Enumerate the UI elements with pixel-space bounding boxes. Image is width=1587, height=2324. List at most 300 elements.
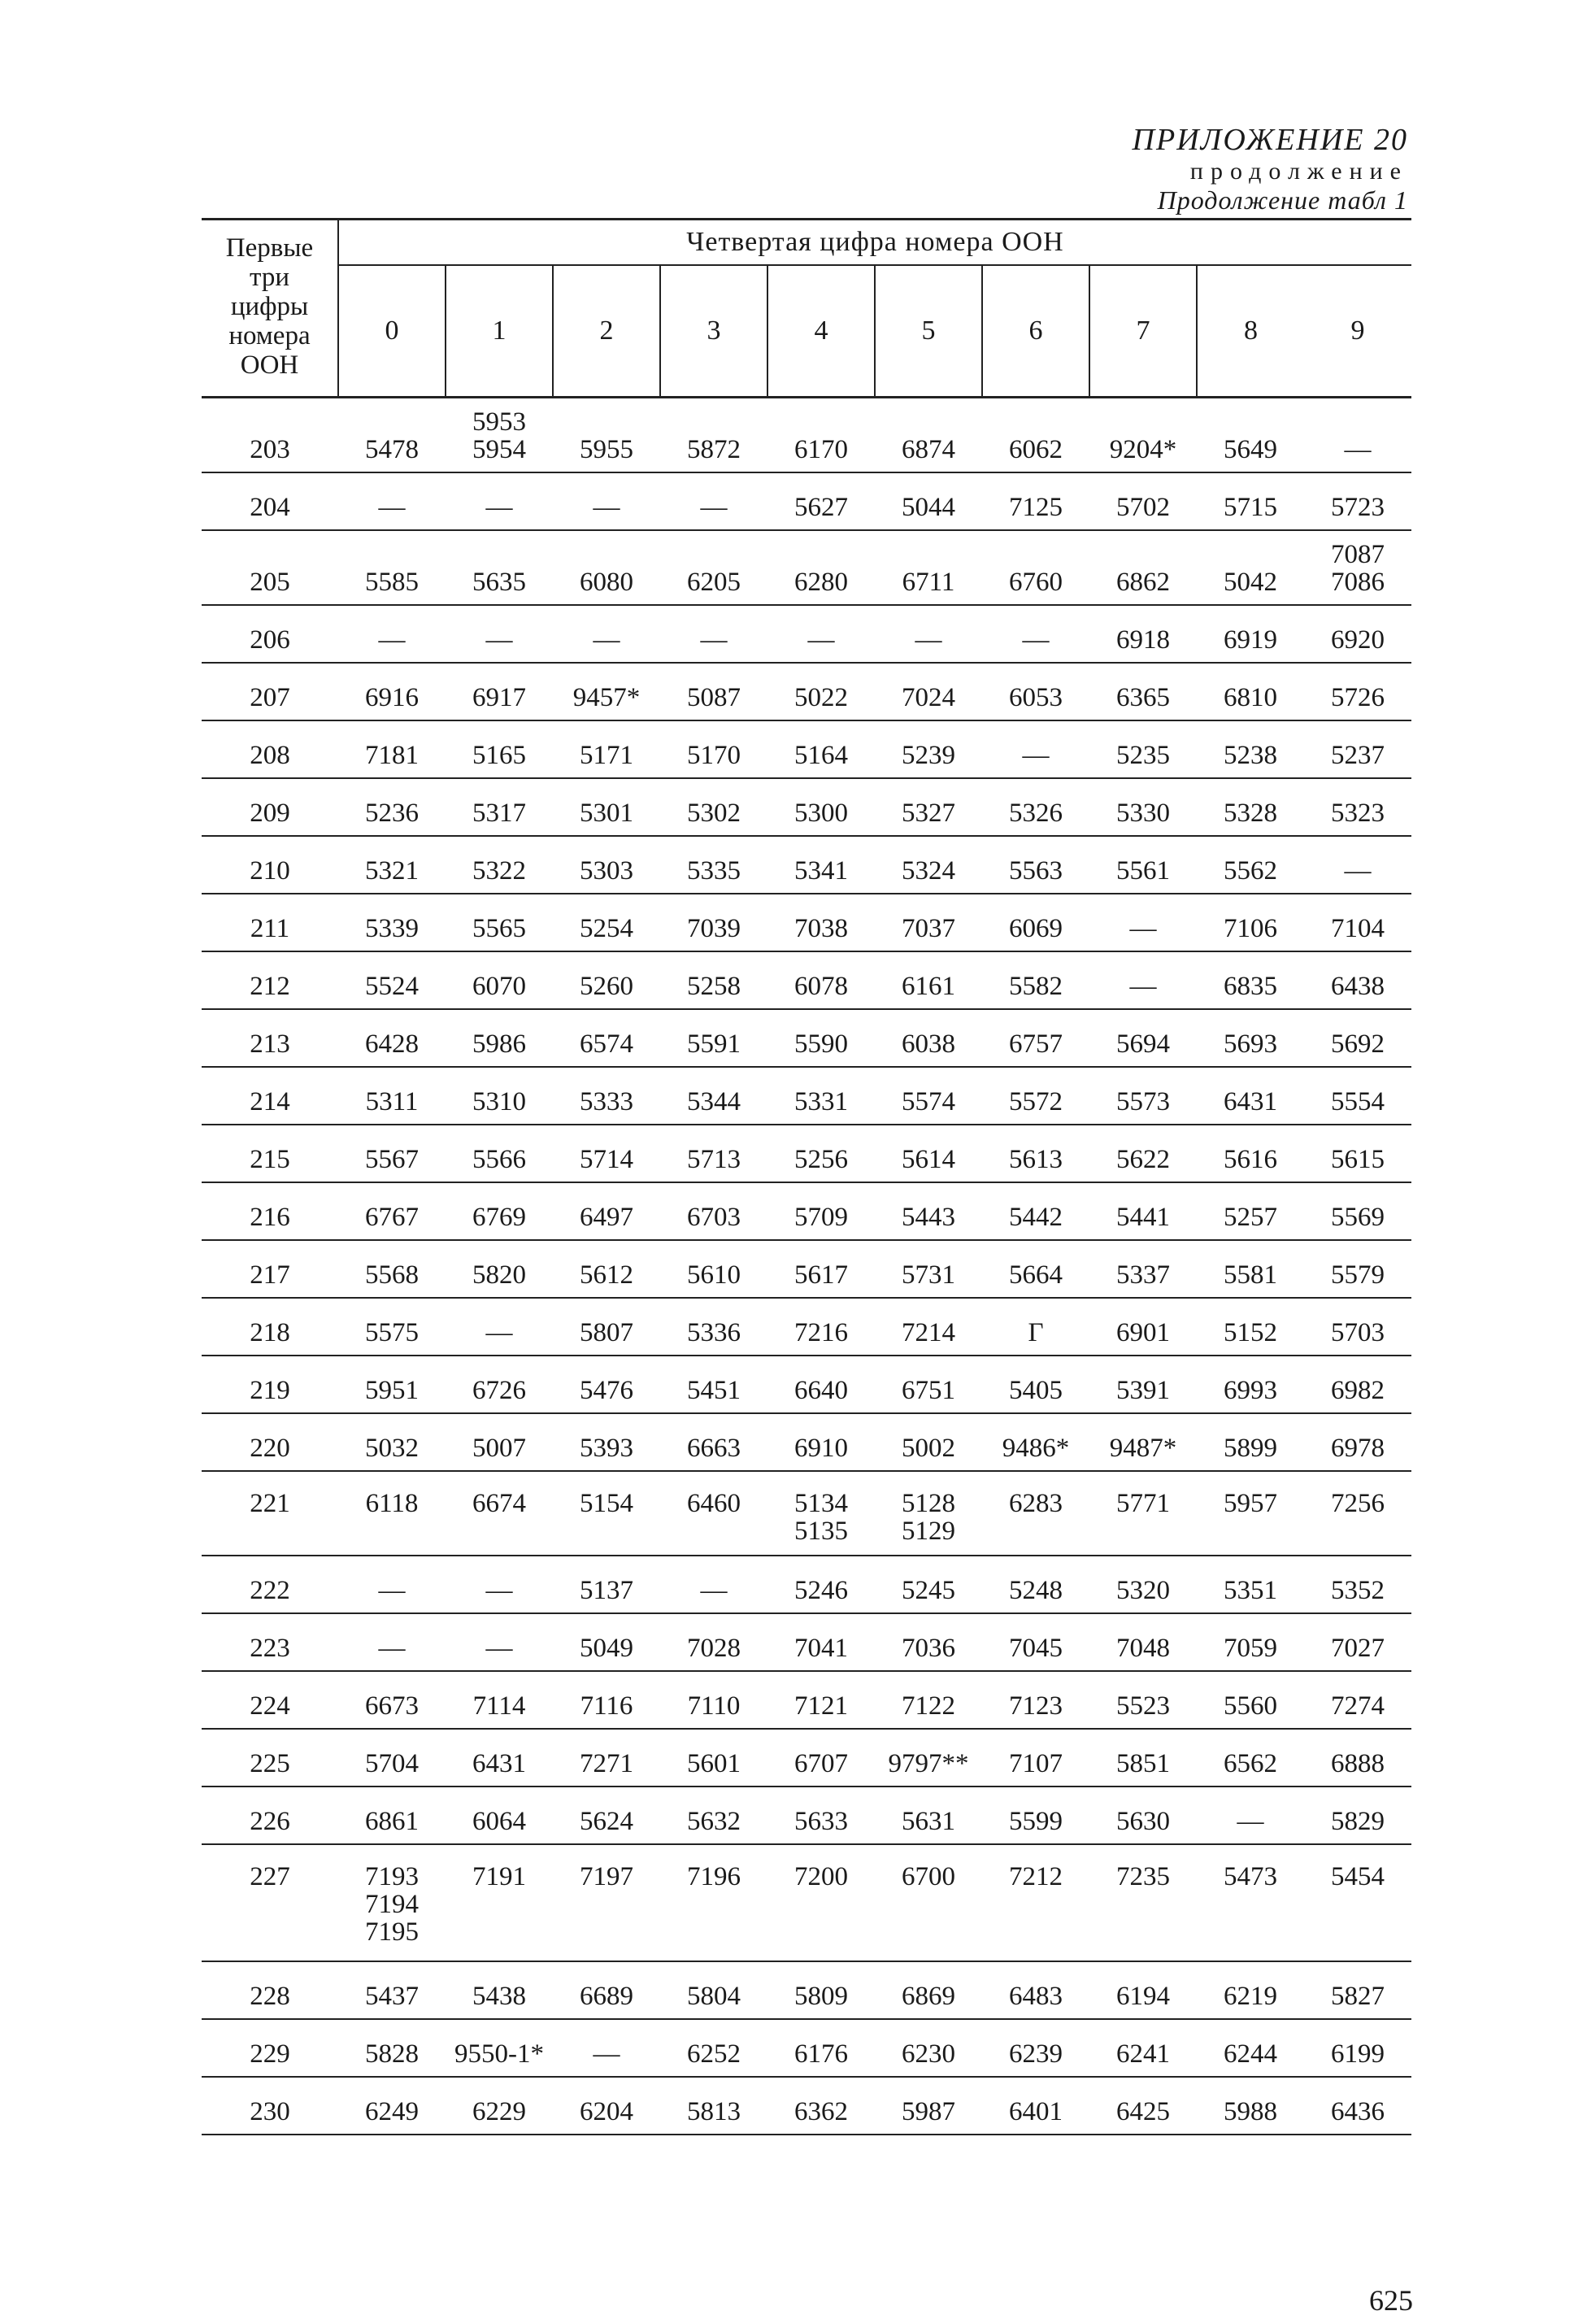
cell-value: 6219	[1224, 1981, 1277, 2011]
table-cell	[1197, 1787, 1304, 1844]
cell-value: 5610	[687, 1260, 741, 1290]
cell-value: —	[1129, 913, 1157, 943]
cell-value: 5575	[365, 1317, 419, 1347]
table-cell	[553, 1787, 660, 1844]
table-cell	[982, 530, 1089, 605]
table-cell	[767, 398, 875, 472]
cell-value: 6769	[472, 1202, 526, 1232]
cell-value: 6280	[794, 567, 848, 597]
cell-value: 5337	[1116, 1260, 1170, 1290]
table-cell	[982, 663, 1089, 720]
table-cell	[1197, 1125, 1304, 1182]
cell-value: 5022	[794, 682, 848, 712]
cell-value: 7212	[1009, 1861, 1063, 1891]
table-cell	[446, 472, 553, 530]
cell-value: 6497	[580, 1202, 633, 1232]
table-row	[202, 1844, 1411, 1961]
table-cell	[553, 1009, 660, 1067]
table-cell	[982, 2077, 1089, 2135]
cell-value: 7039	[687, 913, 741, 943]
table-cell	[446, 720, 553, 778]
table-cell	[1304, 894, 1411, 951]
cell-value: 5731	[902, 1260, 955, 1290]
table-cell	[875, 605, 982, 663]
cell-value: 6910	[794, 1433, 848, 1463]
table-cell	[767, 1471, 875, 1556]
table-cell	[1197, 530, 1304, 605]
table-cell	[338, 1182, 446, 1240]
table-cell	[1304, 1787, 1411, 1844]
table-cell	[338, 398, 446, 472]
table-cell	[338, 1729, 446, 1787]
cell-value: 6920	[1331, 625, 1385, 655]
cell-value: 5988	[1224, 2096, 1277, 2126]
cell-value: 7214	[902, 1317, 955, 1347]
cell-value: 7195	[365, 1917, 419, 1947]
table-cell	[553, 1413, 660, 1471]
cell-value: 6161	[902, 971, 955, 1001]
table-cell	[1197, 1356, 1304, 1413]
cell-value: 5627	[794, 492, 848, 522]
cell-value: —	[700, 625, 728, 655]
cell-value: 5563	[1009, 855, 1063, 886]
table-cell	[660, 894, 767, 951]
digit-header-1: 1	[446, 265, 553, 398]
table-cell	[982, 1067, 1089, 1125]
cell-value: 5135	[794, 1516, 848, 1546]
table-cell	[338, 1556, 446, 1613]
cell-value: 7194	[365, 1889, 419, 1919]
cell-value: 6726	[472, 1375, 526, 1405]
table-cell	[660, 1009, 767, 1067]
table-cell	[1197, 1613, 1304, 1671]
table-cell	[553, 663, 660, 720]
cell-value: 5258	[687, 971, 741, 1001]
table-cell	[1197, 894, 1304, 951]
cell-value: 7216	[794, 1317, 848, 1347]
table-cell	[660, 1729, 767, 1787]
row-key: 208	[202, 720, 338, 778]
table-cell	[1089, 1067, 1197, 1125]
row-key: 226	[202, 1787, 338, 1844]
table-cell	[982, 836, 1089, 894]
table-cell	[875, 836, 982, 894]
digit-header-8: 8	[1197, 265, 1304, 398]
cell-value: 6249	[365, 2096, 419, 2126]
row-key: 205	[202, 530, 338, 605]
table-cell	[1089, 1413, 1197, 1471]
cell-value: 5955	[580, 434, 633, 464]
row-key: 224	[202, 1671, 338, 1729]
table-row	[202, 530, 1411, 605]
table-row	[202, 1671, 1411, 1729]
table-cell	[446, 1961, 553, 2019]
cell-value: 7114	[472, 1691, 526, 1721]
table-cell	[767, 1556, 875, 1613]
cell-value: 6689	[580, 1981, 633, 2011]
table-cell	[767, 605, 875, 663]
table-cell	[338, 778, 446, 836]
cell-value: 6574	[580, 1029, 633, 1059]
cell-value: 5599	[1009, 1806, 1063, 1836]
cell-value: 5524	[365, 971, 419, 1001]
cell-value: 6711	[902, 567, 955, 597]
cell-value: 6244	[1224, 2039, 1277, 2069]
table-cell	[660, 1671, 767, 1729]
table-cell	[660, 1182, 767, 1240]
table-cell	[553, 1613, 660, 1671]
cell-value: 6080	[580, 567, 633, 597]
cell-value: 5391	[1116, 1375, 1170, 1405]
table-cell	[660, 836, 767, 894]
cell-value: 5300	[794, 798, 848, 828]
table-cell	[1304, 2019, 1411, 2077]
cell-value: 5827	[1331, 1981, 1385, 2011]
cell-value: 7197	[580, 1861, 633, 1891]
table-cell	[553, 1067, 660, 1125]
cell-value: 5692	[1331, 1029, 1385, 1059]
cell-value: 5165	[472, 740, 526, 770]
table-row	[202, 605, 1411, 663]
cell-value: 5246	[794, 1575, 848, 1605]
row-key: 221	[202, 1471, 338, 1556]
table-cell	[553, 778, 660, 836]
cell-value: 7125	[1009, 492, 1063, 522]
cell-value: 5239	[902, 740, 955, 770]
table-cell	[767, 836, 875, 894]
table-cell	[446, 2019, 553, 2077]
table-cell	[446, 1356, 553, 1413]
table-cell	[660, 1067, 767, 1125]
row-key: 223	[202, 1613, 338, 1671]
table-cell	[553, 951, 660, 1009]
cell-value: 5568	[365, 1260, 419, 1290]
table-row	[202, 1413, 1411, 1471]
table-cell	[660, 2019, 767, 2077]
cell-value: 5613	[1009, 1144, 1063, 1174]
table-row	[202, 1356, 1411, 1413]
appendix-title: ПРИЛОЖЕНИЕ 20	[1132, 123, 1408, 157]
table-cell	[553, 398, 660, 472]
cell-value: 5154	[580, 1488, 633, 1518]
table-cell	[1197, 836, 1304, 894]
cell-value: 5134	[794, 1488, 848, 1518]
cell-value: 7104	[1331, 913, 1385, 943]
cell-value: 5567	[365, 1144, 419, 1174]
table-cell	[1089, 836, 1197, 894]
cell-value: —	[915, 625, 942, 655]
table-cell	[982, 1961, 1089, 2019]
table-cell	[1089, 1356, 1197, 1413]
cell-value: 5473	[1224, 1861, 1277, 1891]
table-cell	[660, 1240, 767, 1298]
cell-value: 5441	[1116, 1202, 1170, 1232]
cell-value: 5336	[687, 1317, 741, 1347]
table-cell	[1089, 1471, 1197, 1556]
cell-value: 7116	[580, 1691, 633, 1721]
table-cell	[1089, 398, 1197, 472]
cell-value: 5087	[687, 682, 741, 712]
cell-value: 5612	[580, 1260, 633, 1290]
row-key: 213	[202, 1009, 338, 1067]
table-cell	[982, 1356, 1089, 1413]
continued-label: продолжение	[1189, 158, 1408, 185]
cell-value: 5591	[687, 1029, 741, 1059]
table-cell	[982, 1182, 1089, 1240]
cell-value: 7121	[794, 1691, 848, 1721]
cell-value: —	[593, 492, 620, 522]
cell-value: 7059	[1224, 1633, 1277, 1663]
cell-value: —	[485, 1317, 513, 1347]
cell-value: 7106	[1224, 913, 1277, 943]
cell-value: 5899	[1224, 1433, 1277, 1463]
table-cell	[767, 530, 875, 605]
table-cell	[1304, 1240, 1411, 1298]
cell-value: 5702	[1116, 492, 1170, 522]
row-key: 207	[202, 663, 338, 720]
table-cell	[982, 1240, 1089, 1298]
table-cell	[446, 1556, 553, 1613]
table-cell	[446, 778, 553, 836]
cell-value: 5451	[687, 1375, 741, 1405]
cell-value: 6118	[365, 1488, 419, 1518]
table-cell	[446, 663, 553, 720]
cell-value: 9797**	[888, 1748, 969, 1778]
cell-value: 6861	[365, 1806, 419, 1836]
cell-value: 5820	[472, 1260, 526, 1290]
table-row	[202, 1471, 1411, 1556]
table-cell	[1304, 1729, 1411, 1787]
table-cell	[660, 1556, 767, 1613]
table-cell	[338, 1067, 446, 1125]
table-continued-label: Продолжение табл 1	[1157, 185, 1408, 215]
table-cell	[875, 894, 982, 951]
table-row	[202, 2077, 1411, 2135]
cell-value: 6069	[1009, 913, 1063, 943]
cell-value: 7256	[1331, 1488, 1385, 1518]
table-cell	[875, 1556, 982, 1613]
table-cell	[446, 1844, 553, 1961]
cell-value: 7122	[902, 1691, 955, 1721]
table-cell	[1089, 663, 1197, 720]
cell-value: 5649	[1224, 434, 1277, 464]
table-cell	[982, 1413, 1089, 1471]
cell-value: 5635	[472, 567, 526, 597]
cell-value: —	[485, 492, 513, 522]
table-cell	[1304, 1413, 1411, 1471]
cell-value: 5254	[580, 913, 633, 943]
table-cell	[982, 778, 1089, 836]
table-cell	[446, 1298, 553, 1356]
table-cell	[338, 951, 446, 1009]
table-cell	[1089, 1787, 1197, 1844]
table-cell	[338, 894, 446, 951]
cell-value: 5622	[1116, 1144, 1170, 1174]
row-key: 206	[202, 605, 338, 663]
table-cell	[1197, 1413, 1304, 1471]
table-cell	[875, 720, 982, 778]
cell-value: 5813	[687, 2096, 741, 2126]
table-cell	[875, 1009, 982, 1067]
table-cell	[660, 720, 767, 778]
table-cell	[767, 1356, 875, 1413]
cell-value: 6070	[472, 971, 526, 1001]
cell-value: 7274	[1331, 1691, 1385, 1721]
table-row	[202, 472, 1411, 530]
cell-value: 5630	[1116, 1806, 1170, 1836]
cell-value: 5344	[687, 1086, 741, 1116]
digit-header-0: 0	[338, 265, 446, 398]
table-cell	[1089, 1729, 1197, 1787]
table-cell	[1304, 472, 1411, 530]
table-cell	[553, 605, 660, 663]
table-cell	[446, 605, 553, 663]
cell-value: 5326	[1009, 798, 1063, 828]
table-cell	[1304, 663, 1411, 720]
table-cell	[767, 720, 875, 778]
cell-value: 5573	[1116, 1086, 1170, 1116]
table-cell	[1089, 951, 1197, 1009]
cell-value: 6460	[687, 1488, 741, 1518]
cell-value: 5351	[1224, 1575, 1277, 1605]
table-row	[202, 1125, 1411, 1182]
cell-value: 5443	[902, 1202, 955, 1232]
table-cell	[338, 1671, 446, 1729]
table-cell	[1304, 1067, 1411, 1125]
cell-value: 5566	[472, 1144, 526, 1174]
table-cell	[660, 605, 767, 663]
table-cell	[875, 778, 982, 836]
digit-header-2: 2	[553, 265, 660, 398]
table-cell	[875, 1182, 982, 1240]
table-cell	[767, 1787, 875, 1844]
cell-value: 5327	[902, 798, 955, 828]
cell-value: 6640	[794, 1375, 848, 1405]
table-cell	[553, 2077, 660, 2135]
cell-value: 6978	[1331, 1433, 1385, 1463]
table-cell	[338, 1298, 446, 1356]
table-cell	[1197, 1298, 1304, 1356]
cell-value: 5322	[472, 855, 526, 886]
cell-value: 6835	[1224, 971, 1277, 1001]
cell-value: 5664	[1009, 1260, 1063, 1290]
table-cell	[1197, 472, 1304, 530]
cell-value: 5245	[902, 1575, 955, 1605]
row-key: 204	[202, 472, 338, 530]
table-cell	[875, 2019, 982, 2077]
table-cell	[660, 1844, 767, 1961]
cell-value: 7027	[1331, 1633, 1385, 1663]
cell-value: 5713	[687, 1144, 741, 1174]
table-cell	[767, 894, 875, 951]
row-key: 210	[202, 836, 338, 894]
table-cell	[446, 951, 553, 1009]
table-cell	[1089, 1240, 1197, 1298]
table-cell	[446, 1125, 553, 1182]
table-cell	[338, 530, 446, 605]
table-cell	[875, 1787, 982, 1844]
cell-value: 7271	[580, 1748, 633, 1778]
table-cell	[446, 836, 553, 894]
cell-value: 5723	[1331, 492, 1385, 522]
cell-value: 7086	[1331, 567, 1385, 597]
table-cell	[982, 1844, 1089, 1961]
table-cell	[875, 398, 982, 472]
table-cell	[767, 1182, 875, 1240]
table-cell	[338, 720, 446, 778]
cell-value: 5561	[1116, 855, 1170, 886]
table-row	[202, 1729, 1411, 1787]
table-cell	[1304, 778, 1411, 836]
table-cell	[660, 951, 767, 1009]
cell-value: 5330	[1116, 798, 1170, 828]
table-cell	[660, 398, 767, 472]
table-cell	[553, 472, 660, 530]
cell-value: 5809	[794, 1981, 848, 2011]
cell-value: 7028	[687, 1633, 741, 1663]
cell-value: 5560	[1224, 1691, 1277, 1721]
table-cell	[1089, 1298, 1197, 1356]
cell-value: 6767	[365, 1202, 419, 1232]
table-cell	[660, 472, 767, 530]
table-cell	[553, 1961, 660, 2019]
table-cell	[875, 1961, 982, 2019]
table-cell	[446, 1240, 553, 1298]
table-cell	[553, 1671, 660, 1729]
cell-value: 5042	[1224, 567, 1277, 597]
table-cell	[982, 1787, 1089, 1844]
group-header: Четвертая цифра номера ООН	[338, 220, 1411, 266]
cell-value: 7191	[472, 1861, 526, 1891]
table-cell	[1197, 1729, 1304, 1787]
row-key: 219	[202, 1356, 338, 1413]
row-key: 218	[202, 1298, 338, 1356]
table-cell	[982, 1729, 1089, 1787]
table-cell	[982, 472, 1089, 530]
cell-value: 6703	[687, 1202, 741, 1232]
cell-value: 6707	[794, 1748, 848, 1778]
cell-value: 5237	[1331, 740, 1385, 770]
cell-value: 5579	[1331, 1260, 1385, 1290]
cell-value: 5352	[1331, 1575, 1385, 1605]
cell-value: 6176	[794, 2039, 848, 2069]
cell-value: 6982	[1331, 1375, 1385, 1405]
table-cell	[1089, 1613, 1197, 1671]
cell-value: 5562	[1224, 855, 1277, 886]
cell-value: 5260	[580, 971, 633, 1001]
first-column-header: Первые три цифры номера ООН	[202, 220, 338, 398]
table-cell	[553, 836, 660, 894]
table-cell	[338, 1240, 446, 1298]
cell-value: 5615	[1331, 1144, 1385, 1174]
cell-value: 6917	[472, 682, 526, 712]
table-cell	[1197, 1844, 1304, 1961]
cell-value: Г	[1028, 1317, 1044, 1347]
table-cell	[1304, 1961, 1411, 2019]
table-cell	[1197, 2019, 1304, 2077]
row-key: 225	[202, 1729, 338, 1787]
cell-value: 5302	[687, 798, 741, 828]
cell-value: 6810	[1224, 682, 1277, 712]
cell-value: —	[700, 492, 728, 522]
table-row	[202, 894, 1411, 951]
table-cell	[982, 894, 1089, 951]
cell-value: 5238	[1224, 740, 1277, 770]
cell-value: 9487*	[1109, 1433, 1177, 1463]
cell-value: —	[1129, 971, 1157, 1001]
cell-value: 5523	[1116, 1691, 1170, 1721]
table-cell	[1304, 1556, 1411, 1613]
